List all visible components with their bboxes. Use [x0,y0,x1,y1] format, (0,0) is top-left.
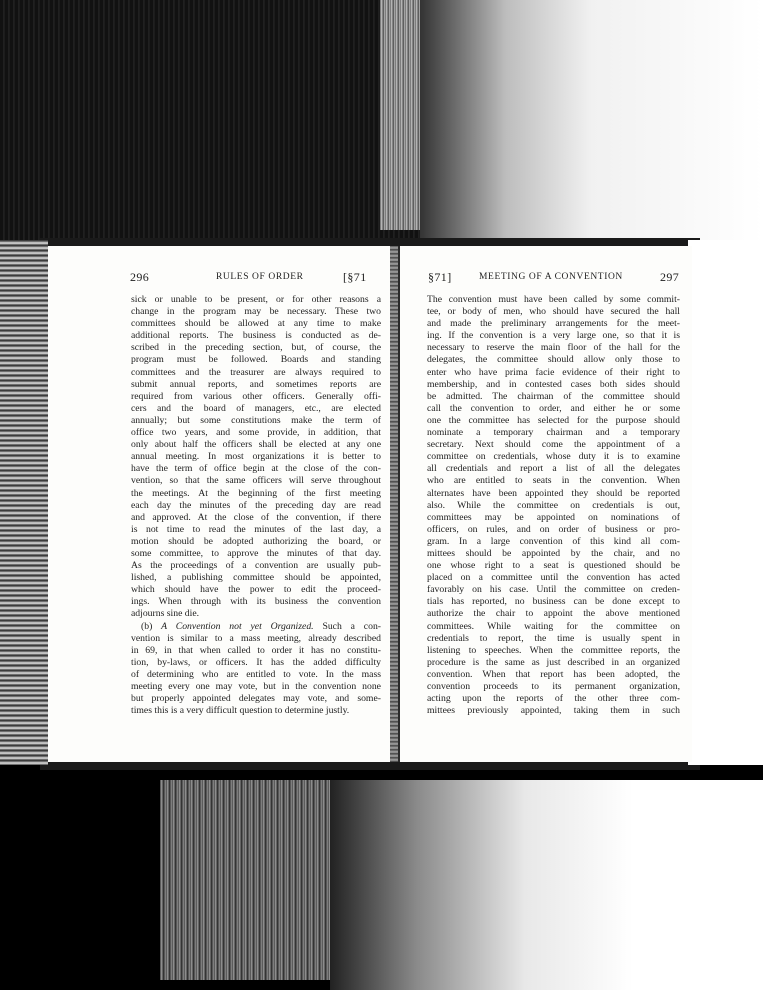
text-line: motion should be adopted authorizing the board, or [131,535,381,547]
left-body-text [131,294,381,717]
text-line: scribed in the preceding section, but, of course, the [131,342,381,354]
para-b-first-rest: Such a con- [313,620,381,632]
text-line: vention, so that the same officers will serve throughout [131,475,381,487]
right-running-head [400,270,692,286]
text-line: cers and the board of managers, etc., are elected [131,402,381,414]
left-page [48,246,393,762]
text-line: change in the program may be necessary. These two [131,306,381,318]
text-line: some committee, to approve the minutes of that day. [131,547,381,559]
text-line: be admitted. The chairman of the committee should [427,390,680,402]
left-paragraph-a [131,294,381,621]
text-line: gram. In a large convention of this kind all com- [427,535,680,547]
text-line: authorize the chair to appoint the above mentioned [427,608,680,620]
left-running-head [48,270,393,286]
para-b-label: (b) [141,620,162,632]
text-line: one the committee has selected for the purpose should [427,414,680,426]
text-line: all credentials and report a list of all the delegates [427,463,680,475]
text-line: tials has reported, no business can be done except to [427,596,680,608]
text-line: committees and the treasurer are always required to [131,366,381,378]
text-line: submit annual reports, and sometimes reports are [131,378,381,390]
text-line: have the term of office begin at the close of the con- [131,463,381,475]
text-line: which should have the power to edit the proceed- [131,584,381,596]
text-line: convention proceeds to its permanent organization, [427,681,680,692]
text-line: favorably on his case. Until the committee on creden- [427,584,680,596]
text-line: ing. If the convention is a very large one, so that it is [427,330,680,342]
text-line: annually; but some constitutions make the term of [131,414,381,426]
text-line: listening to speeches. When the committee reports, the [427,644,680,656]
text-line: adjourns sine die. [131,608,200,620]
scan-top-right-light-area [420,0,763,240]
right-paragraph [427,294,680,717]
text-line: vention is similar to a mass meeting, already described [131,632,381,644]
right-page [398,246,692,762]
book-gutter [390,246,398,762]
text-line: As the proceedings of a convention are usually pub- [131,560,381,572]
text-line: times this is a very difficult question to determine justly. [131,705,350,717]
text-line: acting upon the reports of the other three com- [427,693,680,705]
text-line: also. While the committee on credentials is out, [427,499,680,511]
text-line: The convention must have been called by some commit- [427,294,680,305]
left-page-number: 296 [130,270,150,284]
text-line: in 69, in that when called to order it has no constitu- [131,644,381,656]
text-line: delegates, the committee should allow only those to [427,354,680,366]
para-b-first-line [131,621,381,633]
text-line: lished, a publishing committee should be appointed, [131,572,381,584]
text-line: one whose right to a seat is questioned should be [427,560,680,572]
text-line: committee on credentials, whose duty it is to examine [427,451,680,463]
text-line: meeting every one may vote, but in the convention none [131,681,381,692]
right-page-number: 297 [660,270,680,284]
text-line: required from various other officers. Generally offi- [131,390,381,402]
left-paragraph-b [131,633,381,718]
text-line: but properly appointed delegates may vote, and some- [131,693,381,705]
right-section-mark: §71] [428,270,452,284]
text-line: mittees previously appointed, taking them in such [427,705,680,717]
right-running-title: MEETING OF A CONVENTION [479,272,623,282]
text-line: membership, and in contested cases both sides should [427,378,680,390]
text-line: tee, or body of men, who should have secured the hall [427,306,680,318]
text-line: office two years, and some provide, in addition, that [131,427,381,439]
text-line: enter who have prima facie evidence of their right to [427,366,680,378]
text-line: each day the minutes of the preceding day are read [131,499,381,511]
text-line: tion, by-laws, or officers. It has the added difficulty [131,656,381,668]
text-line: additional reports. The business is conducted as de- [131,330,381,342]
scan-right-edge [688,240,763,765]
text-line: officers, on rules, and on order of business or pro- [427,523,680,535]
text-line: procedure is the same as just described in an organized [427,656,680,668]
text-line: program must be followed. Boards and standing [131,354,381,366]
text-line: the meetings. At the beginning of the first meeting [131,487,381,499]
text-line: committees should be allowed at any time to make [131,318,381,330]
text-line: committees. While waiting for the committee on [427,620,680,632]
text-line: credentials to report, the time is usually spent in [427,632,680,644]
text-line: ings. When through with its business the convention [131,596,381,608]
para-b-heading: A Convention not yet Organized. [161,620,314,632]
text-line: placed on a committee until the convention has acted [427,572,680,584]
text-line: secretary. Next should come the appointment of a [427,439,680,451]
text-line: of determining who are entitled to vote. In the mass [131,668,381,680]
scan-bottom-light-area [330,780,763,990]
text-line: who are entitled to seats in the convention. When [427,475,680,487]
text-line: nominate a temporary chairman and a temporary [427,427,680,439]
left-running-title: RULES OF ORDER [216,272,304,282]
text-line: committees may be appointed on nominations of [427,511,680,523]
text-line: necessary to reserve the main floor of the hall for the [427,342,680,354]
text-line: convention. When that report has been adopted, the [427,668,680,680]
text-line: and made the preliminary arrangements for the meet- [427,318,680,330]
text-line: call the convention to order, and either he or some [427,402,680,414]
right-body-text [427,294,680,717]
left-section-mark: [§71 [343,270,367,284]
text-line: and approved. At the close of the convention, if there [131,511,381,523]
text-line: only about half the officers shall be elected at any one [131,439,381,451]
text-line: annual meeting. In most organizations it is better to [131,451,381,463]
text-line: sick or unable to be present, or for other reasons a [131,294,381,305]
text-line: mittees should be appointed by the chair, and no [427,547,680,559]
scan-left-edge [0,240,48,765]
text-line: is not time to read the minutes of the last day, a [131,523,381,535]
text-line: alternates have been appointed they should be reported [427,487,680,499]
